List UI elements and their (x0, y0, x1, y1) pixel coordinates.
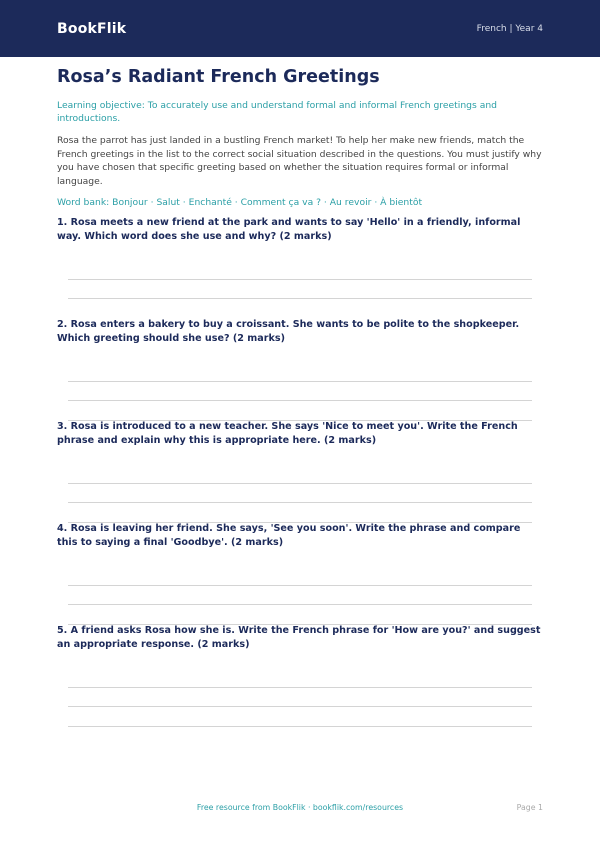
footer-source-link[interactable]: Free resource from BookFlik · bookflik.com/resources (196, 803, 404, 812)
worksheet-intro (57, 66, 543, 209)
answer-line[interactable] (68, 381, 532, 382)
question-3 (57, 420, 543, 448)
page-title: Rosa’s Radiant French Greetings (57, 67, 380, 87)
answer-line[interactable] (68, 726, 532, 727)
question-1 (57, 216, 543, 244)
answer-line[interactable] (68, 298, 532, 299)
question-text: 1. Rosa meets a new friend at the park and wants to say 'Hello' in a friendly, informal way. Which word does she use and why? (2 marks) (57, 217, 521, 242)
page-header (0, 0, 600, 57)
subject-year-label: French | Year 4 (476, 23, 543, 34)
answer-line[interactable] (68, 400, 532, 401)
answer-line[interactable] (68, 687, 532, 688)
brand-logo: BookFlik (57, 20, 127, 37)
question-4 (57, 522, 543, 550)
answer-line[interactable] (68, 585, 532, 586)
question-text: 2. Rosa enters a bakery to buy a croissant. She wants to be polite to the shopkeeper. Which greeting should she use? (2 marks) (57, 319, 520, 344)
answer-line[interactable] (68, 483, 532, 484)
word-bank: Word bank: Bonjour · Salut · Enchanté · Comment ça va ? · Au revoir · À bientôt (57, 197, 423, 208)
question-text: 5. A friend asks Rosa how she is. Write the French phrase for 'How are you?' and suggest an appropriate response. (2 marks) (57, 625, 541, 650)
instructions-paragraph: Rosa the parrot has just landed in a bustling French market! To help her make new friends, match the French greetings in the list to the correct social situation described in the questions. You must justify why you have chosen that specific greeting based on whether the situation requires formal or informal language. (57, 135, 542, 187)
question-2 (57, 318, 543, 346)
learning-objective: Learning objective: To accurately use and understand formal and informal French greetings and introductions. (57, 100, 497, 124)
question-5 (57, 624, 543, 652)
page-number: Page 1 (516, 803, 543, 812)
answer-line[interactable] (68, 502, 532, 503)
question-text: 3. Rosa is introduced to a new teacher. She says 'Nice to meet you'. Write the French phrase and explain why this is appropriate here. (2 marks) (57, 421, 518, 446)
answer-line[interactable] (68, 706, 532, 707)
answer-line[interactable] (68, 604, 532, 605)
answer-line[interactable] (68, 279, 532, 280)
question-text: 4. Rosa is leaving her friend. She says, 'See you soon'. Write the phrase and compare this to saying a final 'Goodbye'. (2 marks) (57, 523, 521, 548)
